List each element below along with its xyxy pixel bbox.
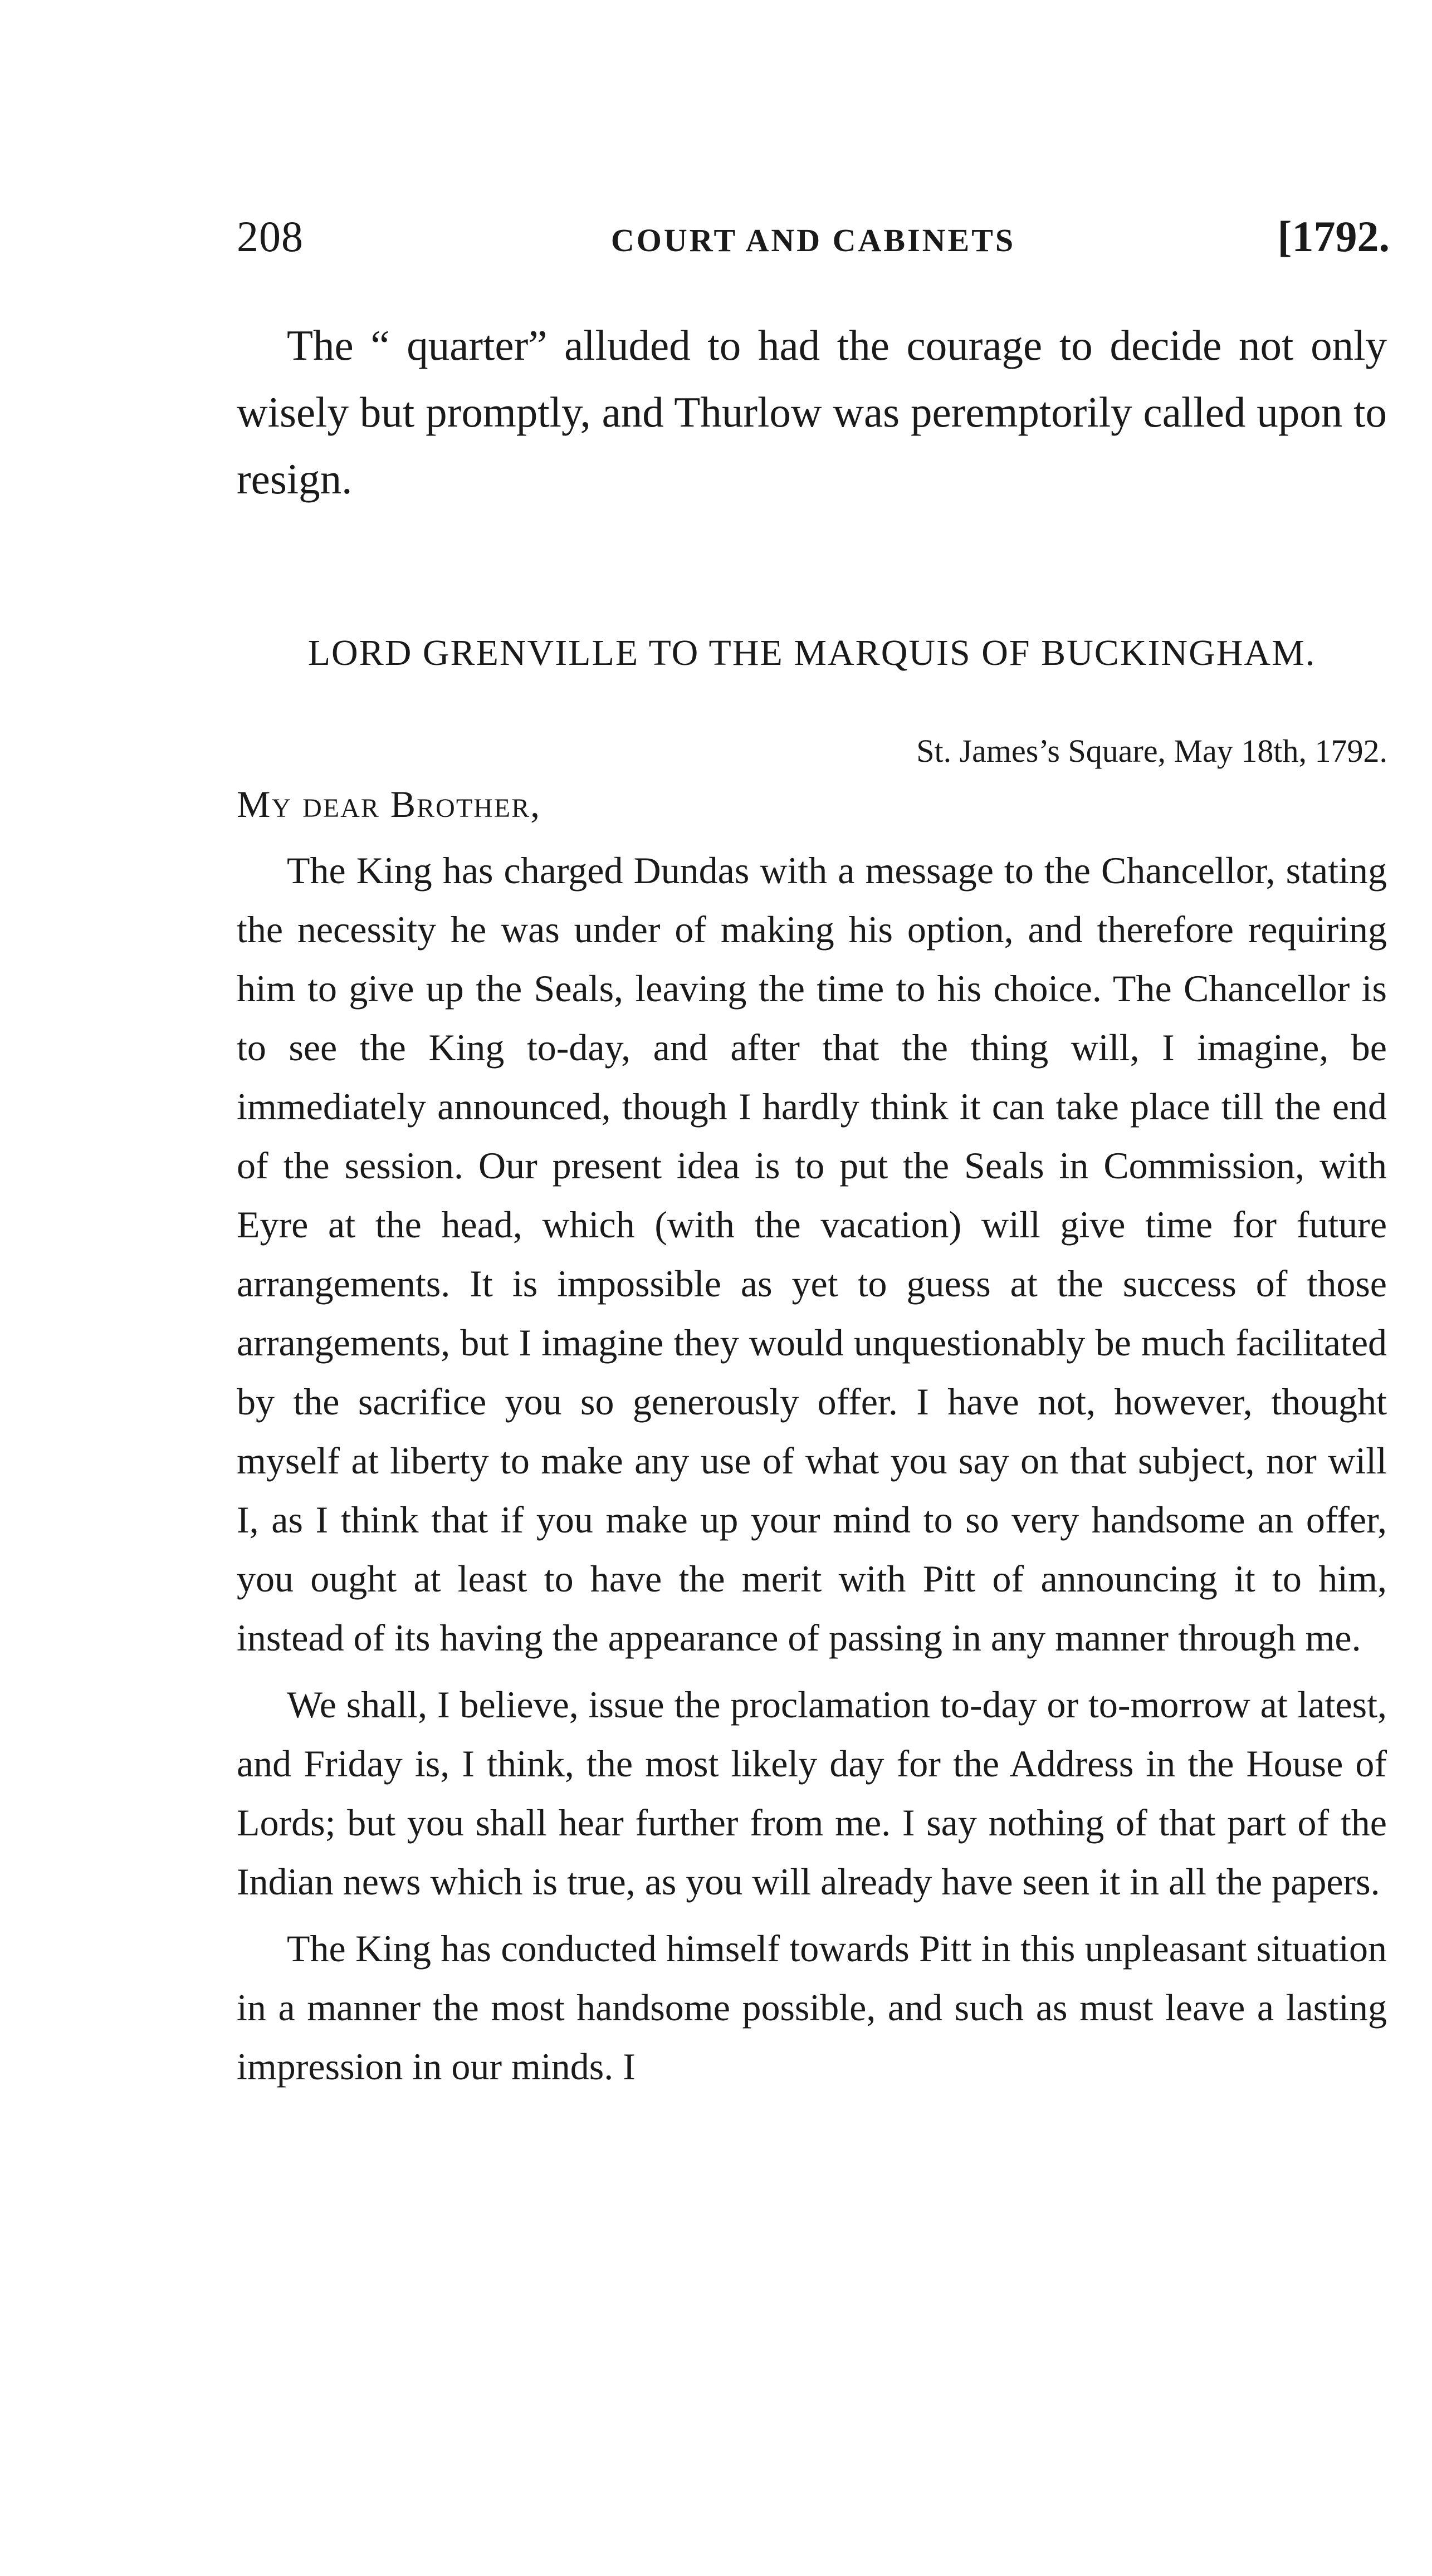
letter-body — [237, 841, 1387, 2104]
letter-title: LORD GRENVILLE TO THE MARQUIS OF BUCKINGHAM. — [307, 633, 1316, 673]
running-head: COURT AND CABINETS — [610, 222, 1016, 258]
running-year: [1792. — [1277, 212, 1390, 261]
salutation-text: My dear Brother, — [237, 783, 541, 825]
letter-salutation — [237, 782, 541, 826]
letter-paragraph-3: The King has conducted himself towards Pitt in this unpleasant situation in a manner the most handsome possible, and such as must leave a lasting impression in our minds. I — [237, 1927, 1387, 2088]
page-number: 208 — [237, 212, 304, 261]
intro-text: The “ quarter” alluded to had the courage to decide not only wisely but promptly, and Thurlow was peremptorily called upon to resign. — [237, 321, 1387, 503]
letter-dateline: St. James’s Square, May 18th, 1792. — [916, 733, 1387, 769]
letter-paragraph-1: The King has charged Dundas with a message to the Chancellor, stating the necessity he was under of making his option, and therefore requiring him to give up the Seals, leaving the time to his choice. The Chancellor is to see the King to-day, and after that the thing will, I imagine, be immediately announced, though I hardly think it can take place till the end of the session. Our present idea is to put the Seals in Commission, with Eyre at the head, which (with the vacation) will give time for future arrangements. It is impossible as yet to guess at the success of those arrangements, but I imagine they would unquestionably be much facilitated by the sacrifice you so generously offer. I have not, however, thought myself at liberty to make any use of what you say on that subject, nor will I, as I think that if you make up your mind to so very handsome an offer, you ought at least to have the merit with Pitt of announcing it to him, instead of its having the appearance of passing in any manner through me. — [237, 849, 1387, 1659]
page-header — [237, 212, 1390, 273]
letter-paragraph-2: We shall, I believe, issue the proclamation to-day or to-morrow at latest, and Friday is, I think, the most likely day for the Address in the House of Lords; but you shall hear further from me. I say nothing of that part of the Indian news which is true, as you will already have seen it in all the papers. — [237, 1683, 1387, 1903]
intro-paragraph — [237, 312, 1387, 512]
